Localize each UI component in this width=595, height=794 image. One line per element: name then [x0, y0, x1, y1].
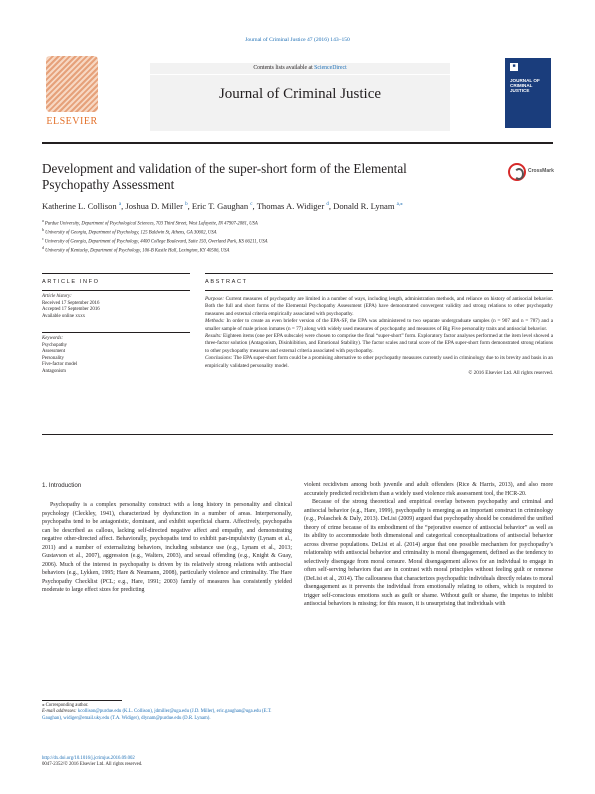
- elsevier-tree-icon: [46, 56, 98, 112]
- affil-text: University of Kentucky, Department of Psychology, 106-B Kastle Hall, Lexington, KY 40506, USA: [45, 248, 230, 254]
- publisher-name: ELSEVIER: [46, 116, 98, 127]
- keywords-label: Keywords:: [42, 336, 64, 341]
- abstract-rule-top: [205, 273, 553, 274]
- keyword: Psychopathy: [42, 342, 67, 348]
- keyword: Antagonism: [42, 368, 66, 374]
- affiliation: [42, 219, 553, 227]
- keyword: Personality: [42, 355, 65, 361]
- journal-name[interactable]: Journal of Criminal Justice: [218, 86, 382, 102]
- affil-marker: b: [42, 228, 44, 232]
- history-online: Available online xxxx: [42, 313, 86, 319]
- history-accepted: Accepted 17 September 2016: [42, 307, 100, 313]
- section-heading-introduction: 1. Introduction: [42, 482, 82, 489]
- corresponding-author-note: ⁎ Corresponding author.: [42, 703, 89, 708]
- affil-text: University of Georgia, Department of Psychology, 4400 College Boulevard, Suite 150, Overland Park, KS 66211, USA: [44, 239, 268, 245]
- footnotes: [42, 703, 292, 722]
- article-info-rule: [42, 290, 190, 291]
- elsevier-logo: [42, 56, 102, 128]
- abstract-purpose-text: Current measures of psychopathy are limited in a number of ways, including length, administration methods, and reliance on history of antisocial behavior. Both the full and short forms of the Elemental Psychopathy Assessment (EPA) have demonstrated convergent validity and strong relations to other psychopathy measures and external criteria empirically associated with psychopathy.: [205, 296, 553, 317]
- cover-title: JOURNAL OF CRIMINAL JUSTICE: [510, 78, 540, 93]
- history-received: Received 17 September 2016: [42, 300, 100, 306]
- abstract-conclusions: [205, 355, 553, 370]
- contents-prefix: Contents lists available at: [253, 65, 315, 71]
- crossmark-button[interactable]: [508, 163, 552, 183]
- author-affil-marker[interactable]: a: [118, 202, 122, 208]
- article-info-rule-top: [42, 273, 190, 274]
- body-paragraph: Psychopathy is a complex personality construct with a long history in personality and clinical psychology (Cleckley, 1941), characterized by dysfunction in a number of areas. Interpersonally, psychopaths tend to be antagonistic, dominant, and exhibit superficial charm. Affectively, psychopaths can be described as callous, lacking self-directed negative affect and empathy, and demonstrating negative other-directed affect. Behaviorally, psychopaths tend to exhibit pan-impulsivity (Lynam et al., 2011) and a number of externalizing behaviors, including substance use (e.g., Lynam et al., 2013; Gustavson et al., 2007), aggression (e.g., Walters, 2003), and sexual offending (e.g., Knight & Guay, 2006). Much of the interest in psychopathy is driven by its relatively strong relations with antisocial behaviors (e.g., Lykken, 1995; Hare & Neumann, 2008), particularly violence and criminality. The Hare Psychopathy Checklist (PCL; e.g., Hare, 1991; 2003) family of measures has consistently yielded moderate to large effect sizes for predicting: [42, 502, 292, 593]
- abstract-purpose: [205, 296, 553, 318]
- masthead-rule: [42, 142, 553, 144]
- abstract-conclusions-text: The EPA super-short form could be a promising alternative to other psychopathy measures currently used in criminology due to its brevity and basis in an empirically validated personality model.: [205, 355, 553, 369]
- author-affil-marker[interactable]: a,⁎: [396, 202, 403, 208]
- author-name[interactable]: Thomas A. Widiger: [256, 201, 325, 211]
- abstract-conclusions-label: Conclusions:: [205, 355, 233, 362]
- body-column-left: [42, 501, 292, 595]
- email-links[interactable]: kcollison@purdue.edu (K.L. Collison), jdmiller@uga.edu (J.D. Miller), eric.gaughan@uga.edu (E.T. Gaughan), widiger@email.uky.edu (T.A. Widiger), dlynam@purdue.edu (D.R. Lynam).: [42, 709, 272, 721]
- abstract-rule: [205, 290, 553, 291]
- abstract-purpose-label: Purpose:: [205, 296, 225, 302]
- article-history: [42, 294, 190, 320]
- crossmark-label: CrossMark: [528, 168, 554, 174]
- body-paragraph: Because of the strong theoretical and empirical overlap between psychopathy and criminal and antisocial behavior (e.g., Hare, 1999), psychopathy is emerging as an important construct in criminology (e.g., Polaschek & Daly, 2013). DeLisi (2009) argued that psychopathy should be considered the unified theory of crime because of its embodiment of the “pejorative essence of antisocial behavior” as well as its ability to accommodate both dimensional and categorical conceptualizations of antisocial behavior across diverse populations. DeLisi et al. (2014) argue that one possible mechanism for psychopathy’s relationship with antisocial behavior and criminality is moral disengagement, defined as the tendency to selectively disengage from moral censure. Moral disengagement allows for an individual to engage in often self-serving behaviors that are in contrast with moral principles without feeling guilt or remorse (DeLisi et al., 2014). The callousness that characterizes psychopathic individuals directly relates to moral disengagement as it prevents the individual from emotionally relating to others, which is required to trigger self-conscious emotions such as guilt or shame. Without guilt or shame, the impetus to inhibit antisocial behaviors is missing; for this reason, it is unsurprising that individuals with: [304, 499, 553, 607]
- author-affil-marker[interactable]: b: [185, 202, 188, 208]
- author-list: Katherine L. Collison $^a$, Joshua D. Miller $^b$, Eric T. Gaughan $^c$, Thomas A. Widiger $^d$, Donald R. Lynam $^{a,⁎}$: [42, 201, 403, 211]
- doi-block: [42, 756, 342, 769]
- history-label: Article history:: [42, 294, 72, 299]
- footnote-rule: [42, 700, 122, 701]
- article-title: Development and validation of the super-short form of the Elemental Psychopathy Assessment: [42, 161, 407, 192]
- body-paragraph: violent recidivism among both juvenile and adult offenders (Rice & Harris, 2013), and also more accurately predicted recidivism than a widely used violence risk assessment tool, the HCR-20.: [304, 482, 553, 497]
- affil-marker: a: [42, 219, 44, 223]
- crossmark-icon: [508, 163, 526, 181]
- abstract-methods: [205, 318, 553, 333]
- email-label: E-mail addresses:: [42, 709, 77, 715]
- doi-link[interactable]: http://dx.doi.org/10.1016/j.jcrimjus.2016.09.002: [42, 756, 135, 761]
- abstract-body: [205, 296, 553, 377]
- affiliation: [42, 228, 553, 236]
- abstract-methods-label: Methods:: [205, 318, 225, 325]
- body-column-right: [304, 481, 553, 609]
- author-affil-marker[interactable]: c: [250, 202, 253, 208]
- affil-text: University of Georgia, Department of Psychology, 125 Baldwin St, Athens, GA 30602, USA: [45, 230, 217, 236]
- affil-text: Purdue University, Department of Psychological Sciences, 703 Third Street, West Lafayette, IN 47907-2081, USA: [44, 221, 258, 227]
- sciencedirect-link[interactable]: ScienceDirect: [314, 65, 347, 71]
- abstract-results-label: Results:: [205, 333, 222, 340]
- affiliation: [42, 246, 553, 254]
- abstract-copyright: © 2016 Elsevier Ltd. All rights reserved.: [468, 370, 553, 377]
- issn-line: 0047-2352/© 2016 Elsevier Ltd. All rights reserved.: [42, 762, 143, 768]
- abstract-heading: ABSTRACT: [205, 279, 248, 285]
- abstract-results-text: Eighteen items (one per EPA subscale) were chosen to comprise the final “super-short” form. Exploratory factor analyses performed at the item level showed a three-factor solution (Antagonism, Disinhibition, and Emotional Stability). The factor scales and total score of the EPA super-short form demonstrated strong relations to other psychopathy measures and external criteria associated with psychopathy.: [205, 333, 553, 354]
- author-name[interactable]: Joshua D. Miller: [125, 201, 183, 211]
- affil-marker: c: [42, 237, 44, 241]
- affiliation: [42, 237, 553, 245]
- author-name[interactable]: Donald R. Lynam: [333, 201, 395, 211]
- abstract-rule-bottom: [42, 434, 553, 435]
- email-addresses: [42, 709, 292, 722]
- affil-marker: d: [42, 246, 44, 250]
- abstract-results: [205, 333, 553, 355]
- abstract-methods-text: In order to create an even briefer version of the EPA-SF, the EPA was administered to two separate undergraduate samples (n = 907 and n = 787) and a smaller sample of male prison inmates (n = 77) along with widely used measures of psychopathy and measures of Big Five personality traits and antisocial behavior.: [205, 318, 553, 332]
- keyword: Assessment: [42, 349, 66, 355]
- article-info-heading: ARTICLE INFO: [42, 279, 100, 285]
- contents-line: [150, 63, 450, 74]
- keywords-block: [42, 336, 190, 376]
- journal-citation-link[interactable]: Journal of Criminal Justice 47 (2016) 143–150: [245, 37, 350, 43]
- keyword: Five-factor model: [42, 362, 78, 368]
- author-affil-marker[interactable]: d: [326, 202, 329, 208]
- cover-badge-icon: ■: [510, 63, 518, 71]
- author-name[interactable]: Katherine L. Collison: [42, 201, 117, 211]
- keywords-rule: [42, 332, 190, 333]
- author-name[interactable]: Eric T. Gaughan: [191, 201, 249, 211]
- journal-cover-thumbnail[interactable]: [505, 58, 551, 128]
- journal-banner: [150, 75, 450, 131]
